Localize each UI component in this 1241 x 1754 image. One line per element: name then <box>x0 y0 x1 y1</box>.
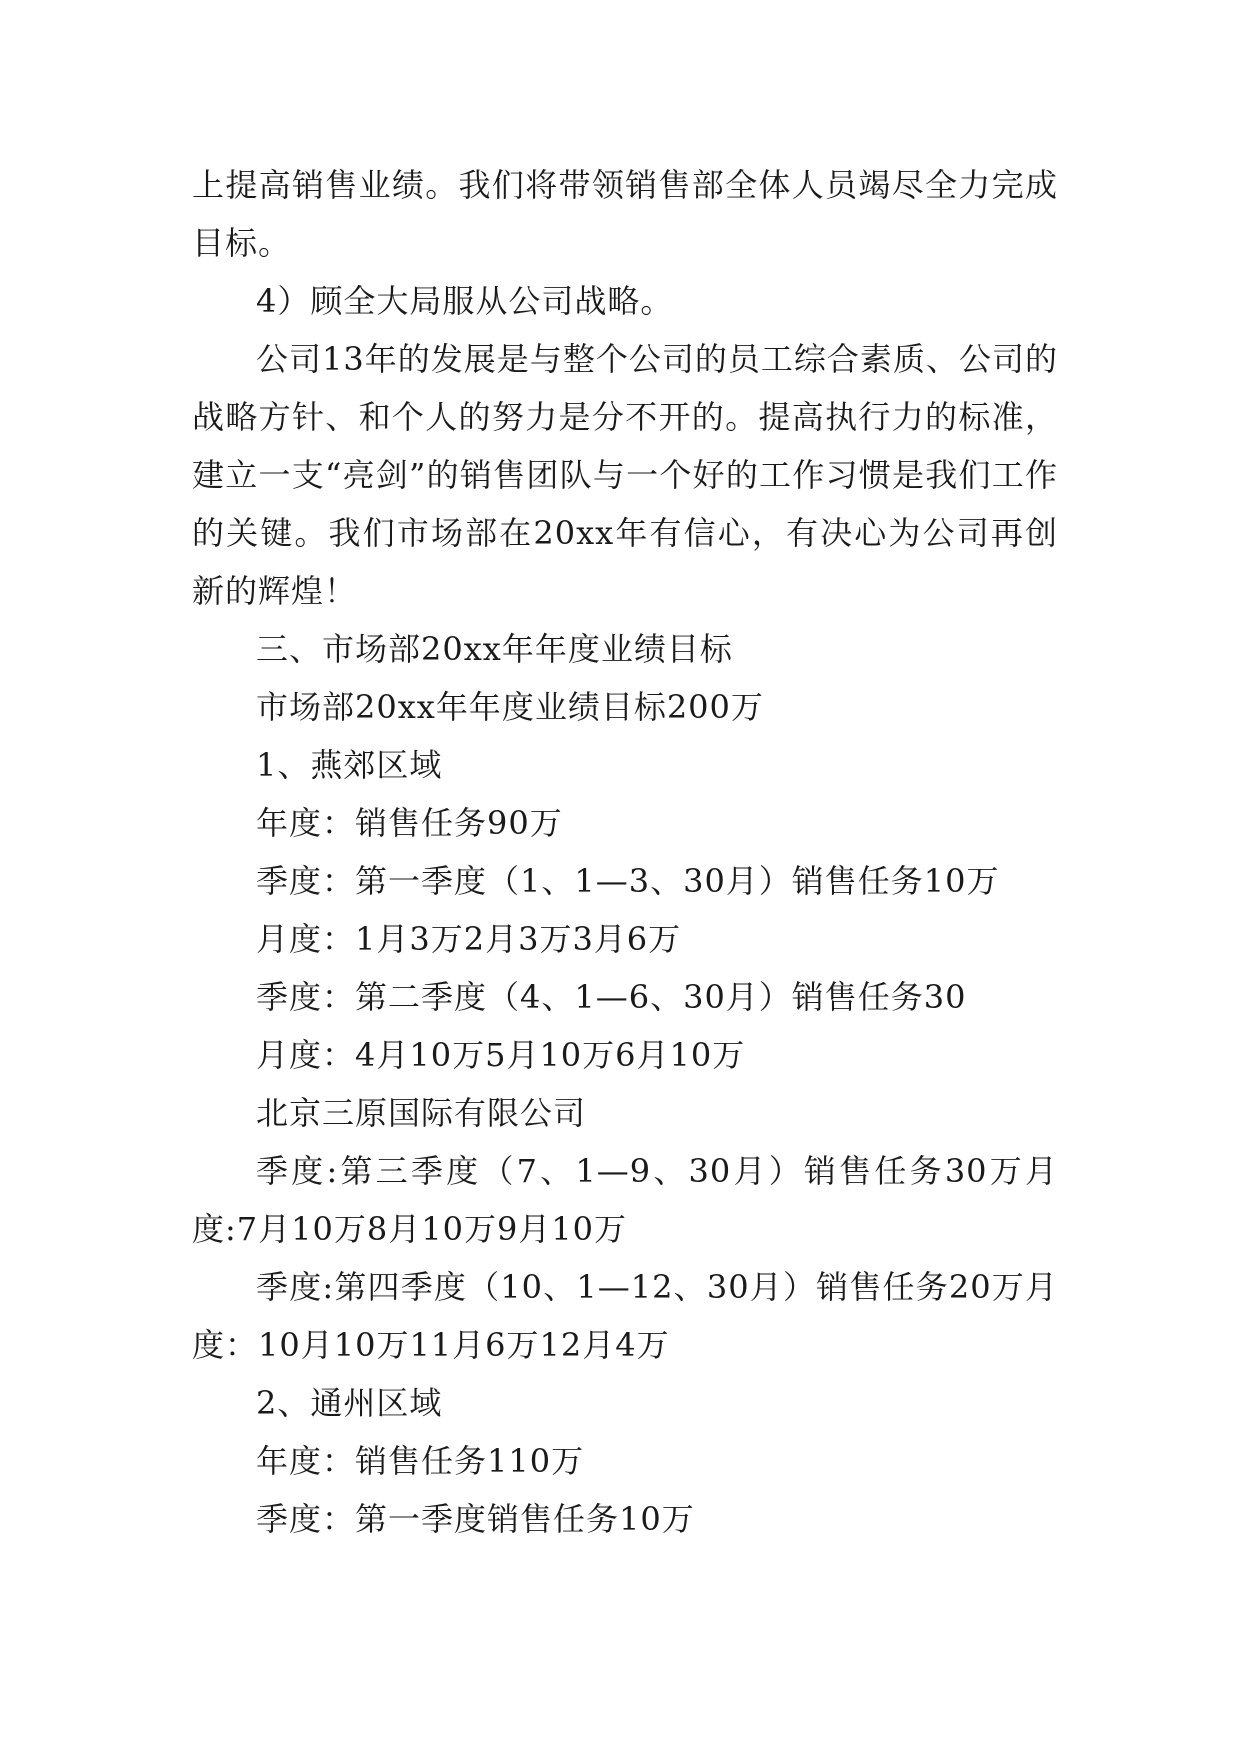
line-yanjiao-annual: 年度：销售任务90万 <box>256 804 563 842</box>
document-body <box>192 156 1058 1548</box>
line-yanjiao-q1: 季度：第一季度（1、1—3、30月）销售任务10万 <box>256 862 1000 900</box>
paragraph-company-development: 公司13年的发展是与整个公司的员工综合素质、公司的战略方针、和个人的努力是分不开的。提高执行力的标准，建立一支“亮剑”的销售团队与一个好的工作习惯是我们工作的关键。我们市场部在20xx年有信心，有决心为公司再创新的辉煌！ <box>192 340 1058 610</box>
paragraph-continuation: 上提高销售业绩。我们将带领销售部全体人员竭尽全力完成目标。 <box>192 166 1058 262</box>
line-yanjiao-q4: 季度:第四季度（10、1—12、30月）销售任务20万月度：10月10万11月6万12月4万 <box>192 1268 1058 1364</box>
subheading-tongzhou-region: 2、通州区域 <box>256 1384 443 1422</box>
line-yanjiao-q2: 季度：第二季度（4、1—6、30月）销售任务30 <box>256 978 967 1016</box>
paragraph-strategy-heading: 4）顾全大局服从公司战略。 <box>256 282 674 320</box>
line-yanjiao-q3: 季度:第三季度（7、1—9、30月）销售任务30万月度:7月10万8月10万9月10万 <box>192 1152 1058 1248</box>
line-company-name: 北京三原国际有限公司 <box>256 1094 587 1132</box>
section-heading-annual-targets: 三、市场部20xx年年度业绩目标 <box>256 630 733 668</box>
paragraph-annual-target-total: 市场部20xx年年度业绩目标200万 <box>256 688 764 726</box>
subheading-yanjiao-region: 1、燕郊区域 <box>256 746 443 784</box>
line-tongzhou-q1: 季度：第一季度销售任务10万 <box>256 1500 695 1538</box>
line-yanjiao-q2-months: 月度：4月10万5月10万6月10万 <box>256 1036 746 1074</box>
line-yanjiao-q1-months: 月度：1月3万2月3万3月6万 <box>256 920 682 958</box>
line-tongzhou-annual: 年度：销售任务110万 <box>256 1442 585 1480</box>
